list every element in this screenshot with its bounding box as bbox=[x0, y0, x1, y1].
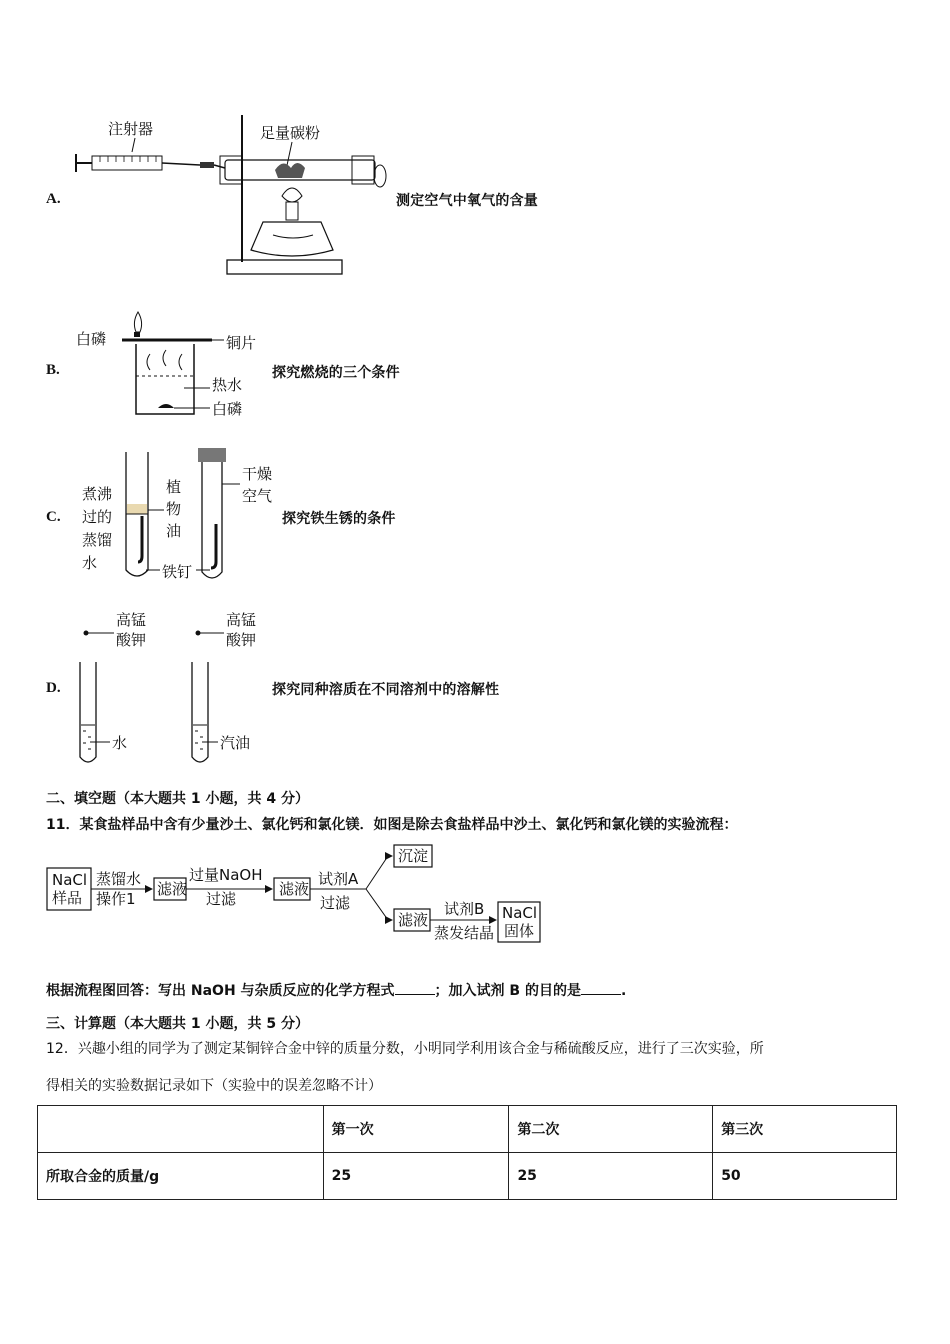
white-phosphorus-bottom-label: 白磷 bbox=[212, 400, 243, 418]
apparatus-b-figure bbox=[74, 310, 274, 422]
boiled-water-line4: 水 bbox=[82, 554, 98, 572]
option-b-caption: 探究燃烧的三个条件 bbox=[272, 365, 400, 381]
oil-line2: 物 bbox=[166, 500, 182, 518]
step3-top: 试剂A bbox=[318, 870, 359, 888]
boiled-water-line2: 过的 bbox=[82, 508, 113, 526]
step2-bottom: 过滤 bbox=[206, 890, 237, 908]
option-d-caption: 探究同种溶质在不同溶剂中的溶解性 bbox=[272, 682, 500, 698]
apparatus-c-figure bbox=[76, 444, 286, 582]
section-2-title: 二、填空题（本大题共 1 小题，共 4 分） bbox=[46, 791, 309, 807]
option-b-label: B. bbox=[46, 362, 60, 378]
kmno4-a-line2: 酸钾 bbox=[116, 631, 147, 649]
table-cell: 50 bbox=[713, 1153, 897, 1200]
filtrate1: 滤液 bbox=[157, 880, 188, 898]
option-a-label: A. bbox=[46, 191, 61, 207]
table-cell: 所取合金的质量/g bbox=[38, 1153, 324, 1200]
q12-line2: 得相关的实验数据记录如下（实验中的误差忽略不计） bbox=[46, 1078, 382, 1094]
step4-top: 试剂B bbox=[444, 900, 485, 918]
table-header-cell bbox=[38, 1106, 324, 1153]
filtrate3: 滤液 bbox=[398, 911, 429, 929]
option-c-caption: 探究铁生锈的条件 bbox=[282, 511, 396, 527]
iron-nail-label: 铁钉 bbox=[162, 563, 193, 581]
oil-line3: 油 bbox=[166, 522, 182, 540]
step4-bottom: 蒸发结晶 bbox=[434, 924, 495, 942]
sample-line2: 样品 bbox=[52, 889, 83, 907]
step1-bottom: 操作1 bbox=[96, 890, 136, 908]
kmno4-a-line1: 高锰 bbox=[116, 611, 147, 629]
product-line1: NaCl bbox=[502, 904, 538, 922]
boiled-water-line3: 蒸馏 bbox=[82, 531, 113, 549]
boiled-water-line1: 煮沸 bbox=[82, 485, 113, 503]
option-d-label: D. bbox=[46, 680, 61, 696]
q11-answer-middle: ；加入试剂 B 的目的是 bbox=[434, 983, 581, 999]
section-3-title: 三、计算题（本大题共 1 小题，共 5 分） bbox=[46, 1016, 309, 1032]
answer-blank-1[interactable] bbox=[395, 982, 435, 995]
step1-top: 蒸馏水 bbox=[96, 870, 142, 888]
kmno4-b-line2: 酸钾 bbox=[226, 631, 257, 649]
filtrate2: 滤液 bbox=[279, 880, 310, 898]
flowchart bbox=[46, 842, 546, 946]
carbon-label: 足量碳粉 bbox=[260, 124, 321, 142]
step2-top: 过量NaOH bbox=[189, 866, 263, 884]
apparatus-d-figure bbox=[78, 605, 278, 770]
water-label: 水 bbox=[112, 734, 128, 752]
table-header-cell: 第二次 bbox=[509, 1106, 713, 1153]
kmno4-b-line1: 高锰 bbox=[226, 611, 257, 629]
precipitate: 沉淀 bbox=[398, 847, 429, 865]
hot-water-label: 热水 bbox=[212, 376, 243, 394]
q11-answer-end: . bbox=[620, 983, 627, 999]
product-line2: 固体 bbox=[504, 922, 535, 940]
table-cell: 25 bbox=[509, 1153, 713, 1200]
table-header-cell: 第一次 bbox=[323, 1106, 509, 1153]
dry-air-line2: 空气 bbox=[242, 487, 273, 505]
option-c-label: C. bbox=[46, 509, 61, 525]
step3-bottom: 过滤 bbox=[320, 894, 351, 912]
copper-label: 铜片 bbox=[226, 334, 257, 352]
option-a-caption: 测定空气中氧气的含量 bbox=[396, 193, 538, 209]
dry-air-line1: 干燥 bbox=[242, 465, 273, 483]
syringe-label: 注射器 bbox=[108, 120, 154, 138]
table-row bbox=[38, 1153, 897, 1200]
q11-answer-line bbox=[46, 980, 626, 1000]
apparatus-a-figure bbox=[70, 110, 400, 280]
table-cell: 25 bbox=[323, 1153, 509, 1200]
q11-stem: 11．某食盐样品中含有少量沙土、氯化钙和氯化镁．如图是除去食盐样品中沙土、氯化钙和氯化镁的实验流程： bbox=[46, 817, 738, 833]
white-phosphorus-top-label: 白磷 bbox=[76, 330, 107, 348]
q11-answer-prefix: 根据流程图回答：写出 NaOH 与杂质反应的化学方程式 bbox=[46, 983, 395, 999]
q12-line1: 12．兴趣小组的同学为了测定某铜锌合金中锌的质量分数，小明同学利用该合金与稀硫酸反应，进行了三次实验，所 bbox=[46, 1041, 764, 1057]
oil-line1: 植 bbox=[166, 478, 182, 496]
table-header-cell: 第三次 bbox=[713, 1106, 897, 1153]
gasoline-label: 汽油 bbox=[220, 734, 251, 752]
answer-blank-2[interactable] bbox=[581, 982, 621, 995]
table-header-row bbox=[38, 1106, 897, 1153]
data-table bbox=[37, 1105, 897, 1200]
sample-line1: NaCl bbox=[52, 871, 88, 889]
